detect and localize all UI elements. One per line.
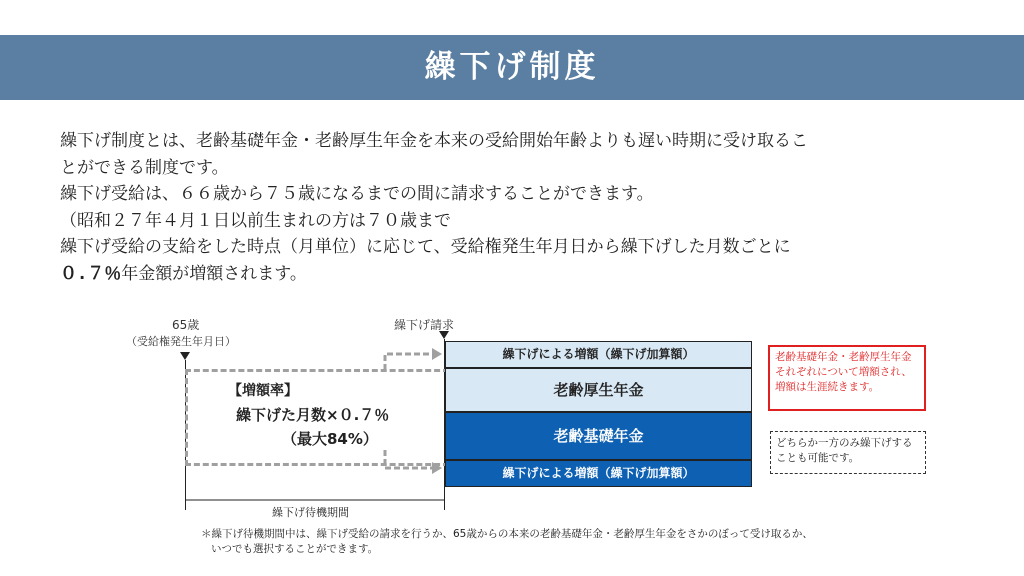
rate-highlight: ０.７％ <box>60 263 122 284</box>
rate-title: 【増額率】 <box>228 383 298 399</box>
body-line: 繰下げ受給の支給をした時点（月単位）に応じて、受給権発生年月日から繰下げした月数ごとに <box>60 237 791 257</box>
period-label: 繰下げ待機期間 <box>272 506 349 519</box>
age65-marker-icon <box>180 352 190 360</box>
increase-arrows <box>380 340 450 480</box>
rate-max: （最大84%） <box>282 430 378 448</box>
request-label: 繰下げ請求 <box>394 318 455 332</box>
red-note-box: 老齢基礎年金・老齢厚生年金それぞれについて増額され、増額は生涯続きます。 <box>768 345 926 411</box>
body-line: （昭和２７年４月１日以前生まれの方は７０歳まで <box>60 210 451 231</box>
body-line: 繰下げ制度とは、老齢基礎年金・老齢厚生年金を本来の受給開始年齢よりも遅い時期に受け取るこ <box>60 131 808 151</box>
age65-sub-label: （受給権発生年月日） <box>126 335 236 348</box>
body-line: 繰下げ受給は、６６歳から７５歳になるまでの間に請求することができます。 <box>60 184 654 204</box>
page-title: 繰下げ制度 <box>424 49 600 85</box>
block-kosei-pension: 老齢厚生年金 <box>445 368 752 412</box>
body-line-rest: 年金額が増額されます。 <box>121 263 307 284</box>
body-line: とができる制度です。 <box>60 157 229 178</box>
block-increase-top: 繰下げによる増額（繰下げ加算額） <box>445 341 752 368</box>
footnote <box>201 527 961 557</box>
body-text <box>60 128 970 287</box>
arrow-up-line <box>385 354 432 370</box>
footnote-line: ＊繰下げ待機期間中は、繰下げ受給の請求を行うか、65歳からの本来の老齢基礎年金・老齢厚生年金をさかのぼって受け取るか、 <box>201 528 813 540</box>
block-kiso-pension: 老齢基礎年金 <box>445 412 752 460</box>
optional-note-box: どちらか一方のみ繰下げすることも可能です。 <box>770 431 926 474</box>
age65-label: 65歳 <box>172 318 200 332</box>
arrow-up-head-icon <box>432 348 442 360</box>
footnote-line: いつでも選択することができます。 <box>211 543 379 555</box>
request-marker-icon <box>439 331 449 339</box>
arrow-down-line <box>385 450 432 468</box>
rate-formula: 繰下げた月数×０.７％ <box>236 406 390 424</box>
body-line <box>60 261 970 288</box>
arrow-down-head-icon <box>432 462 442 474</box>
block-increase-bottom: 繰下げによる増額（繰下げ加算額） <box>445 460 752 487</box>
